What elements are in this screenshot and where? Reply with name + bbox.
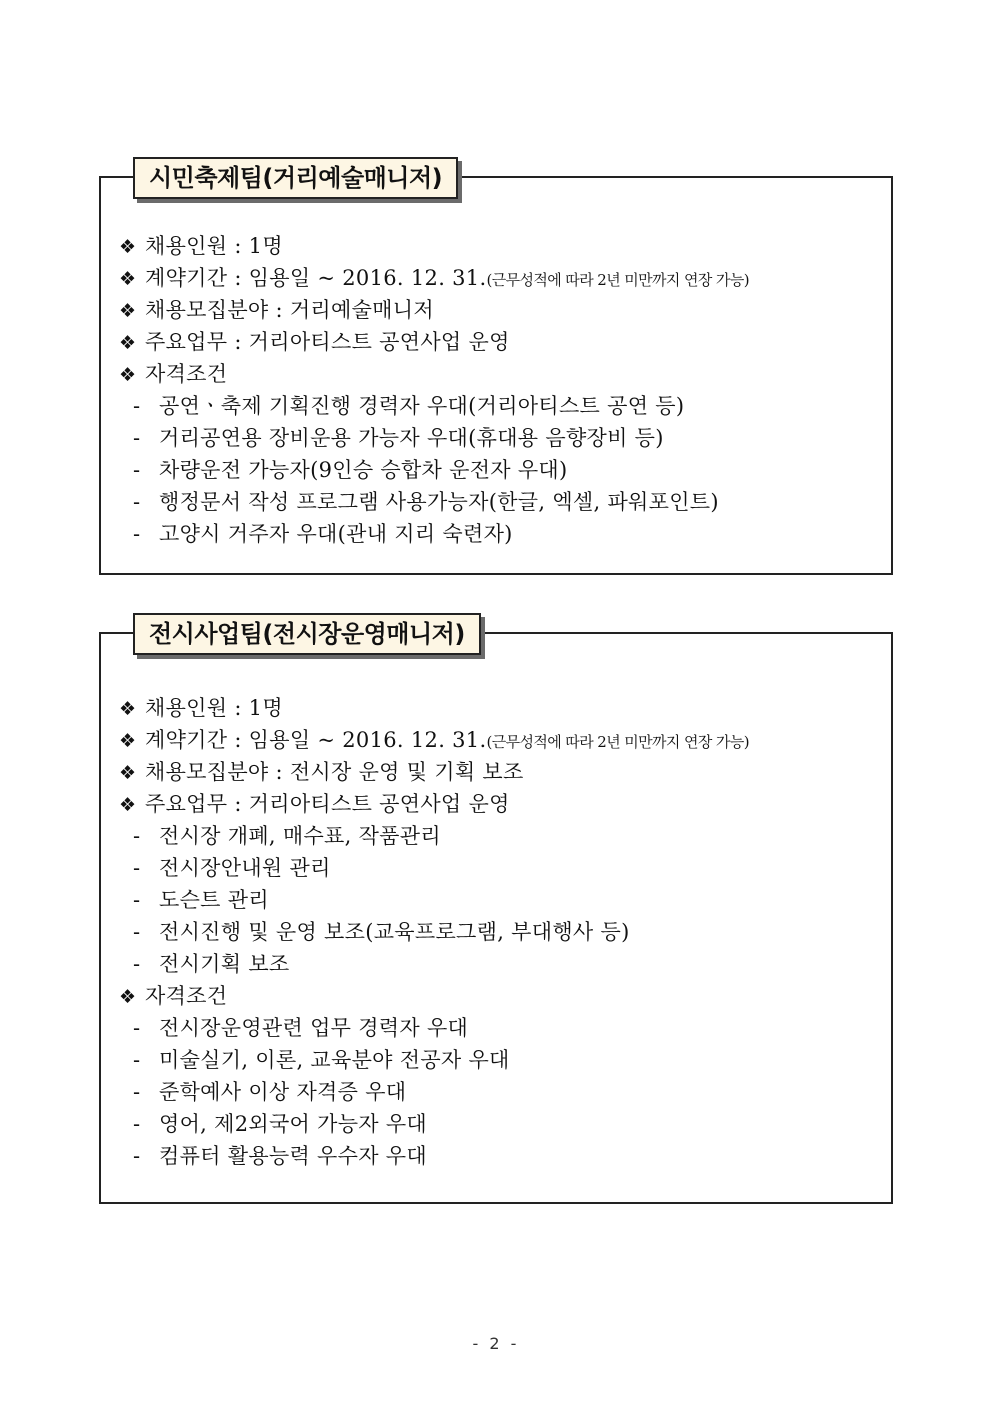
bullet-item-qualifications: ❖ 자격조건 [119, 358, 881, 390]
duty-item: - 전시장안내원 관리 [133, 856, 331, 880]
diamond-bullet-icon: ❖ [119, 300, 137, 322]
qualification-item: - 공연ㆍ축제 기획진행 경력자 우대(거리아티스트 공연 등) [133, 394, 685, 418]
section-title: 전시사업팀(전시장운영매니저) [133, 613, 481, 655]
bullet-item-qualifications: ❖ 자격조건 [119, 980, 881, 1012]
duty-item: - 전시진행 및 운영 보조(교육프로그램, 부대행사 등) [133, 920, 630, 944]
qualification-item: - 고양시 거주자 우대(관내 지리 숙련자) [133, 522, 513, 546]
diamond-bullet-icon: ❖ [119, 730, 137, 752]
page-number: - 2 - [472, 1334, 520, 1353]
bullet-item-field: ❖ 채용모집분야 : 거리예술매니저 [119, 294, 881, 326]
duty-item: - 전시장 개폐, 매수표, 작품관리 [133, 824, 441, 848]
contract-note: (근무성적에 따라 2년 미만까지 연장 가능) [486, 733, 749, 751]
duty-item: - 도슨트 관리 [133, 888, 269, 912]
section-content [119, 692, 881, 1172]
section-title: 시민축제팀(거리예술매니저) [133, 157, 458, 199]
bullet-item-duty: ❖ 주요업무 : 거리아티스트 공연사업 운영 [119, 788, 881, 820]
qualification-item: - 준학예사 이상 자격증 우대 [133, 1080, 407, 1104]
diamond-bullet-icon: ❖ [119, 762, 137, 784]
bullet-item-contract: ❖ 계약기간 : 임용일 ~ 2016. 12. 31.(근무성적에 따라 2년 미만까지 연장 가능) [119, 724, 881, 756]
diamond-bullet-icon: ❖ [119, 794, 137, 816]
diamond-bullet-icon: ❖ [119, 268, 137, 290]
diamond-bullet-icon: ❖ [119, 332, 137, 354]
duty-item: - 전시기획 보조 [133, 952, 290, 976]
qualification-item: - 거리공연용 장비운용 가능자 우대(휴대용 음향장비 등) [133, 426, 664, 450]
bullet-item-duty: ❖ 주요업무 : 거리아티스트 공연사업 운영 [119, 326, 881, 358]
bullet-item-recruit: ❖ 채용인원 : 1명 [119, 230, 881, 262]
qualification-item: - 미술실기, 이론, 교육분야 전공자 우대 [133, 1048, 510, 1072]
section-exhibition [99, 620, 893, 1204]
section-content [119, 230, 881, 550]
diamond-bullet-icon: ❖ [119, 986, 137, 1008]
qualification-item: - 행정문서 작성 프로그램 사용가능자(한글, 엑셀, 파워포인트) [133, 490, 719, 514]
qualification-item: - 컴퓨터 활용능력 우수자 우대 [133, 1144, 427, 1168]
bullet-item-recruit: ❖ 채용인원 : 1명 [119, 692, 881, 724]
qualification-item: - 전시장운영관련 업무 경력자 우대 [133, 1016, 469, 1040]
bullet-item-contract: ❖ 계약기간 : 임용일 ~ 2016. 12. 31.(근무성적에 따라 2년 미만까지 연장 가능) [119, 262, 881, 294]
qualification-item: - 차량운전 가능자(9인승 승합차 운전자 우대) [133, 458, 568, 482]
section-street-arts [99, 164, 893, 575]
qualification-item: - 영어, 제2외국어 가능자 우대 [133, 1112, 428, 1136]
diamond-bullet-icon: ❖ [119, 236, 137, 258]
diamond-bullet-icon: ❖ [119, 364, 137, 386]
diamond-bullet-icon: ❖ [119, 698, 137, 720]
contract-note: (근무성적에 따라 2년 미만까지 연장 가능) [486, 271, 749, 289]
bullet-item-field: ❖ 채용모집분야 : 전시장 운영 및 기획 보조 [119, 756, 881, 788]
